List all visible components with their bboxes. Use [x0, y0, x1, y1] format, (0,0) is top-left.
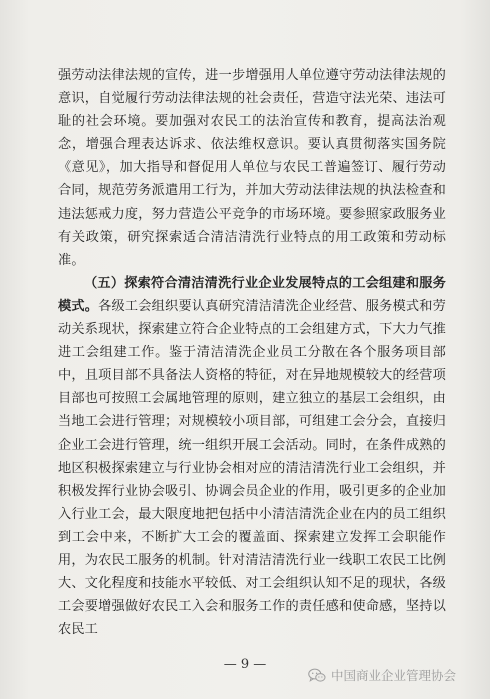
paragraph-1	[58, 64, 446, 272]
paragraph-1-text: 强劳动法律法规的宣传，进一步增强用人单位遵守劳动法律法规的意识，自觉履行劳动法律法规的社会责任，营造守法光荣、违法可耻的社会环境。要加强对农民工的法治宣传和教育，提高法治观念，增强合理表达诉求、依法维权意识。要认真贯彻落实国务院《意见》，加大指导和督促用人单位与农民工普遍签订、履行劳动合同，规范劳务派遣用工行为，并加大劳动法律法规的执法检查和违法惩戒力度，努力营造公平竞争的市场环境。要参照家政服务业有关政策，研究探索适合清洁清洗行业特点的用工政策和劳动标准。	[58, 68, 446, 268]
paragraph-2-text: 各级工会组织要认真研究清洁清洗企业经营、服务模式和劳动关系现状，探索建立符合企业特点的工会组建方式，下大力气推进工会组建工作。鉴于清洁清洗企业员工分散在各个服务项目部中，且项目部不具备法人资格的特征，对在异地规模较大的经营项目部也可按照工会属地管理的原则，建立独立的基层工会组织，由当地工会进行管理；对规模较小项目部，可组建工会分会，直接归企业工会进行管理，统一组织开展工会活动。同时，在条件成熟的地区积极探索建立与行业协会相对应的清洁清洗行业工会组织，并积极发挥行业协会吸引、协调会员企业的作用，吸引更多的企业加入行业工会，最大限度地把包括中小清洁清洗企业在内的员工组织到工会中来，不断扩大工会的覆盖面、探索建立发挥工会职能作用，为农民工服务的机制。针对清洁清洗行业一线职工农民工比例大、文化程度和技能水平较低、对工会组织认知不足的现状，各级工会要增强做好农民工入会和服务工作的责任感和使命感，坚持以农民工	[58, 298, 447, 638]
document-body	[58, 64, 446, 641]
watermark	[308, 666, 456, 684]
paragraph-2	[58, 272, 446, 642]
page-number: — 9 —	[223, 657, 267, 672]
section-heading: （五）探索符合清洁清洗行业企业发展特点的工会组建和服务模式。	[58, 275, 446, 314]
wechat-icon	[308, 668, 326, 683]
watermark-text: 中国商业企业管理协会	[331, 668, 457, 683]
